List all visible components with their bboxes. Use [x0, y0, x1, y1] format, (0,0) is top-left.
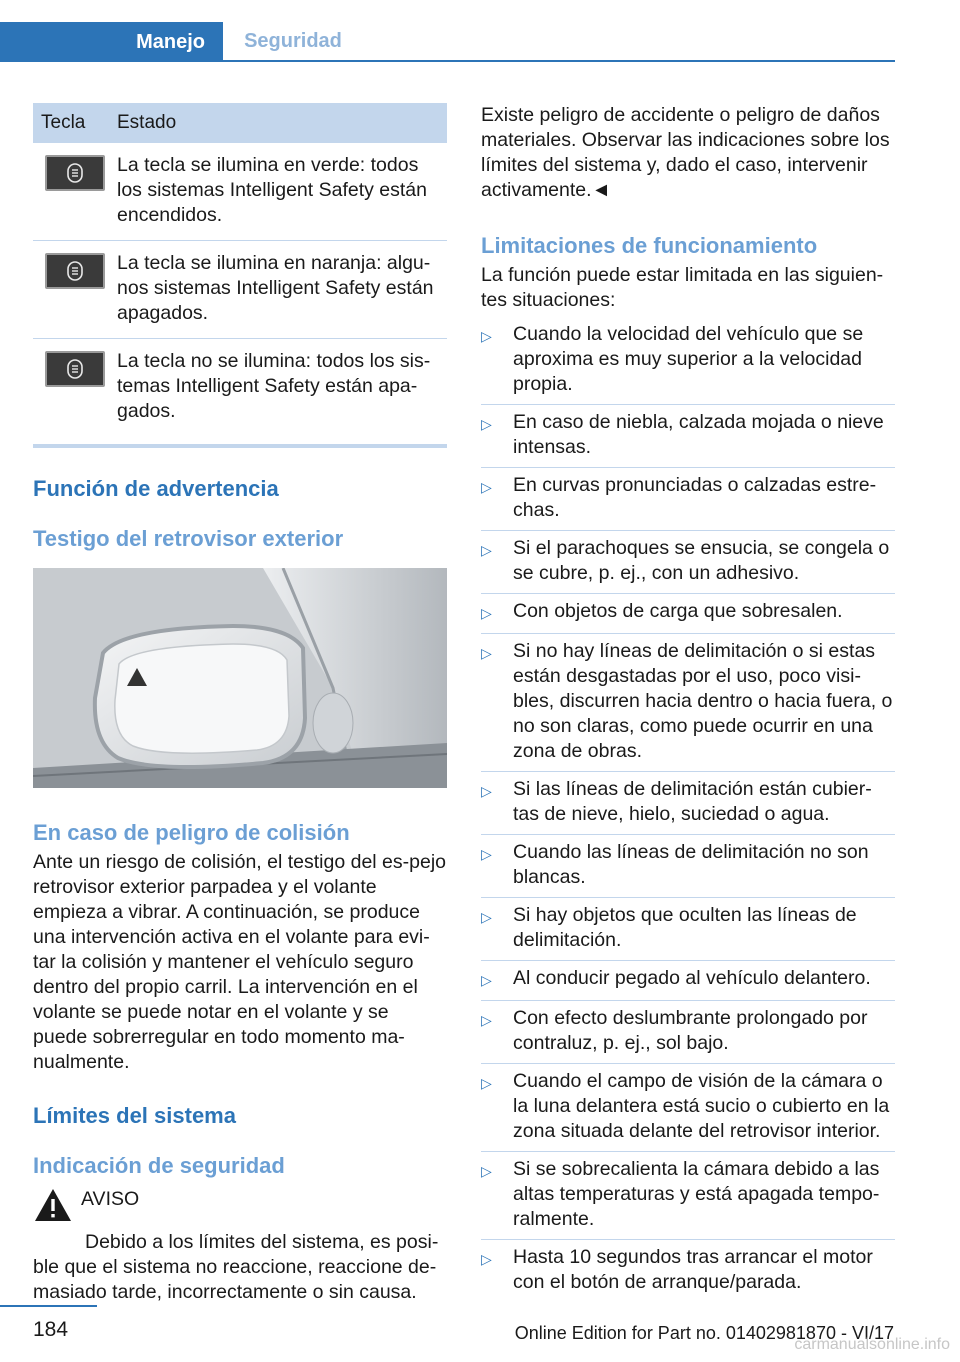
- list-item: ▷ Si el parachoques se ensucia, se congela o se cubre, p. ej., con un adhesivo.: [481, 531, 895, 594]
- bullet-triangle-icon: ▷: [481, 1163, 492, 1179]
- edition-note: Online Edition for Part no. 01402981870 - VI/17: [514, 1323, 894, 1343]
- list-item: ▷ Con efecto deslumbrante prolongado por contraluz, p. ej., sol bajo.: [481, 1001, 895, 1064]
- chapter-tab-bar: [0, 22, 895, 62]
- list-item: ▷ Cuando las líneas de delimitación no son blancas.: [481, 835, 895, 898]
- tab-manejo[interactable]: Manejo: [0, 22, 223, 62]
- bullet-triangle-icon: ▷: [481, 1251, 492, 1267]
- page-number-rule: [0, 1305, 97, 1307]
- header-key: Tecla: [41, 112, 86, 133]
- danger-paragraph: Existe peligro de accidente o peligro de daños materiales. Observar las indicaciones sobre los límites del sistema y, dado el caso, intervenir activamente.◄: [481, 104, 890, 201]
- warning-title: AVISO: [81, 1188, 140, 1210]
- bullet-triangle-icon: ▷: [481, 1012, 492, 1028]
- intro-paragraph: La función puede estar limitada en las siguien-tes situaciones:: [481, 264, 884, 311]
- bullet-triangle-icon: ▷: [481, 416, 492, 432]
- table-row: [33, 339, 447, 436]
- heading-limitations: Limitaciones de funcionamiento: [481, 233, 818, 258]
- bullet-triangle-icon: ▷: [481, 479, 492, 495]
- heading-safety-note: Indicación de seguridad: [33, 1153, 285, 1178]
- heading-mirror-indicator: Testigo del retrovisor exterior: [33, 526, 344, 551]
- mirror-illustration: [33, 568, 447, 788]
- safety-key-icon: [45, 253, 105, 289]
- bullet-triangle-icon: ▷: [481, 972, 492, 988]
- heading-system-limits: Límites del sistema: [33, 1103, 236, 1128]
- right-column: [481, 103, 895, 1302]
- bullet-triangle-icon: ▷: [481, 783, 492, 799]
- list-item: ▷ Con objetos de carga que sobresalen.: [481, 594, 895, 634]
- table-end-rule: [33, 444, 447, 448]
- watermark: carmanualsonline.info: [794, 1336, 950, 1353]
- list-item: ▷ Hasta 10 segundos tras arrancar el motor con el botón de arranque/parada.: [481, 1246, 873, 1293]
- table-row: [33, 143, 447, 241]
- bullet-triangle-icon: ▷: [481, 328, 492, 344]
- bullet-triangle-icon: ▷: [481, 645, 492, 661]
- header-state: Estado: [117, 112, 177, 133]
- limitations-list: [481, 317, 895, 1302]
- state-text: La tecla no se ilumina: todos los sis-temas Intelligent Safety están apa-gados.: [117, 350, 431, 422]
- warning-block: [33, 1187, 447, 1228]
- key-state-table: [33, 103, 447, 448]
- list-item: ▷ Si se sobrecalienta la cámara debido a las altas temperaturas y está apagada tempo-ralmente.: [481, 1152, 895, 1240]
- list-item: ▷ Cuando la velocidad del vehículo que se aproxima es muy superior a la velocidad propia.: [481, 317, 895, 405]
- collision-paragraph: Ante un riesgo de colisión, el testigo del es-pejo retrovisor exterior parpadea y el volante empieza a vibrar. A continuación, se produce una intervención activa en el volante para evi-tar la colisión y mantener el vehículo seguro dentro del propio carril. La intervención en el volante se puede notar en el volante y se puede sobrerregular en todo momento ma-nualmente.: [33, 851, 447, 1073]
- warning-text: Debido a los límites del sistema, es posi-ble que el sistema no reaccione, reaccione de-masiado tarde, incorrectamente o sin causa.: [33, 1231, 439, 1303]
- warning-triangle-icon: [33, 1187, 81, 1228]
- bullet-triangle-icon: ▷: [481, 909, 492, 925]
- bullet-triangle-icon: ▷: [481, 1075, 492, 1091]
- safety-key-icon: [45, 351, 105, 387]
- left-column: [33, 103, 447, 1305]
- page-number: 184: [33, 1318, 69, 1341]
- safety-key-icon: [45, 155, 105, 191]
- list-item: ▷ Cuando el campo de visión de la cámara o la luna delantera está sucio o cubierto en la zona situada delante del retrovisor interior.: [481, 1064, 895, 1152]
- heading-collision: En caso de peligro de colisión: [33, 820, 350, 845]
- list-item: ▷ Si no hay líneas de delimitación o si estas están desgastadas por el uso, poco visi-bles, discurren hacia dentro o hacia fuera, o no son claras, como puede ocurrir en una zona de obras.: [481, 634, 895, 772]
- bullet-triangle-icon: ▷: [481, 542, 492, 558]
- bullet-triangle-icon: ▷: [481, 605, 492, 621]
- heading-warning-function: Función de advertencia: [33, 476, 279, 501]
- list-item: ▷ Si hay objetos que oculten las líneas de delimitación.: [481, 898, 895, 961]
- table-header: [33, 103, 447, 143]
- state-text: La tecla se ilumina en naranja: algu-nos sistemas Intelligent Safety están apagados.: [117, 252, 434, 324]
- state-text: La tecla se ilumina en verde: todos los sistemas Intelligent Safety están encendidos.: [117, 154, 427, 226]
- list-item: ▷ Si las líneas de delimitación están cubier-tas de nieve, hielo, suciedad o agua.: [481, 772, 895, 835]
- tab-bar-rule: [0, 60, 895, 62]
- list-item: ▷ En curvas pronunciadas o calzadas estre-chas.: [481, 468, 895, 531]
- list-item: ▷ En caso de niebla, calzada mojada o nieve intensas.: [481, 405, 895, 468]
- table-row: [33, 241, 447, 339]
- list-item: ▷ Al conducir pegado al vehículo delantero.: [481, 961, 895, 1001]
- tab-seguridad[interactable]: Seguridad: [244, 29, 342, 52]
- bullet-triangle-icon: ▷: [481, 846, 492, 862]
